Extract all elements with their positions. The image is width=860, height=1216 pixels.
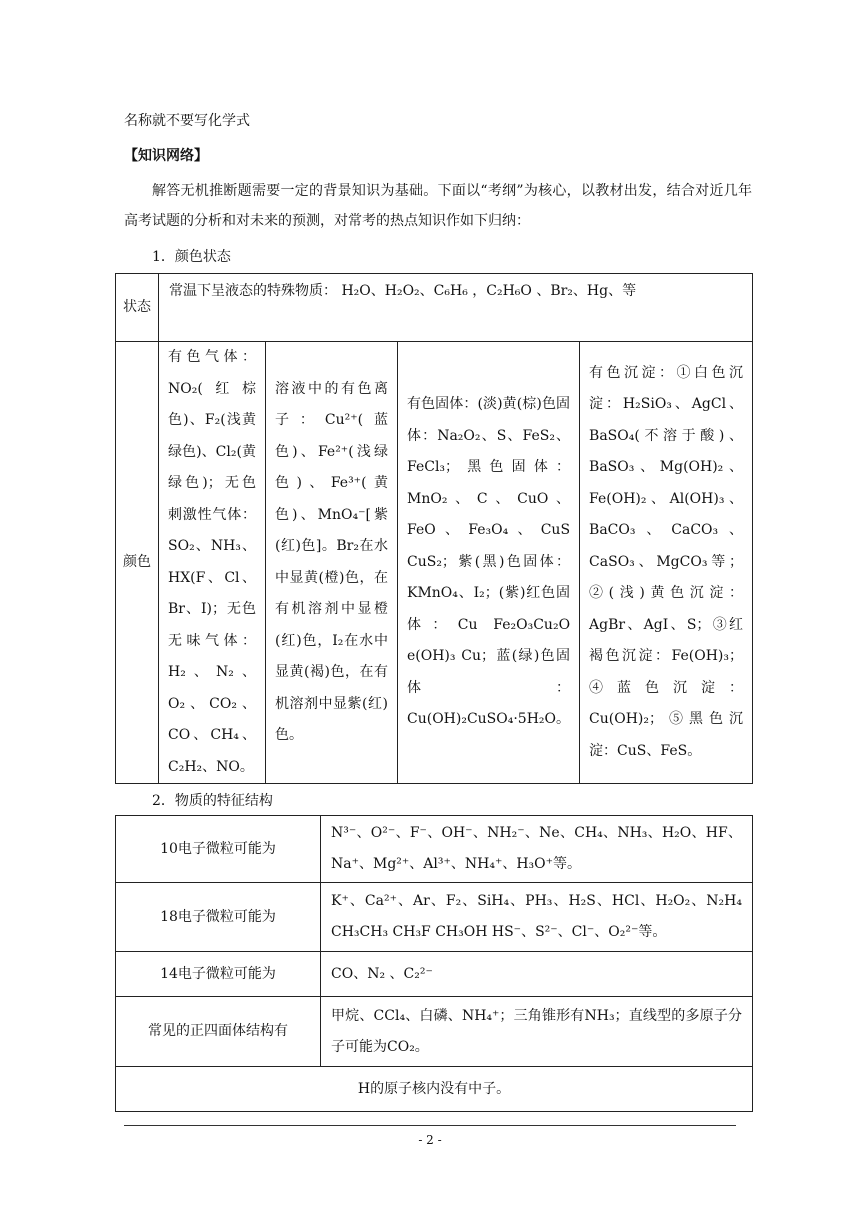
row-label: 18电子微粒可能为 — [116, 883, 321, 952]
intro-paragraph: 解答无机推断题需要一定的背景知识为基础。下面以“考纲”为核心，以教材出发，结合对近几年高考试题的分析和对未来的预测，对常考的热点知识作如下归纳： — [124, 183, 752, 229]
colored-ions-cell: 溶液中的有色离子：Cu²⁺(蓝色)、Fe²⁺(浅绿色)、Fe³⁺(黄色)、MnO₄⁻[紫(红)色]。Br₂在水中显黄(橙)色，在有机溶剂中显橙(红)色，I₂在水中显黄(褐)色，在有机溶剂中显紫(红)色。 — [266, 342, 398, 784]
colored-precipitates-cell: 有色沉淀：①白色沉淀：H₂SiO₃、AgCl、BaSO₄(不溶于酸)、BaSO₃、Mg(OH)₂、Fe(OH)₂、Al(OH)₃、BaCO₃、CaCO₃、CaSO₃、MgCO₃等；②(浅)黄色沉淀：AgBr、AgI、S；③红褐色沉淀：Fe(OH)₃；④蓝色沉淀：Cu(OH)₂；⑤黑色沉淀：CuS、FeS。 — [580, 342, 753, 784]
row-value: CO、N₂ 、C₂²⁻ — [321, 952, 753, 997]
row-value: K⁺、Ca²⁺、Ar、F₂、SiH₄、PH₃、H₂S、HCl、H₂O₂、N₂H₄ CH₃CH₃ CH₃F CH₃OH HS⁻、S²⁻、Cl⁻、O₂²⁻等。 — [321, 883, 753, 952]
color-state-table — [115, 273, 753, 784]
state-text: 常温下呈液态的特殊物质： H₂O、H₂O₂、C₆H₆ ，C₂H₆O 、Br₂、Hg、等 — [159, 274, 753, 342]
heading-color-state: 1．颜色状态 — [152, 249, 231, 265]
section-heading: 【知识网络】 — [124, 148, 208, 164]
heading-structure: 2．物质的特征结构 — [152, 793, 273, 809]
row-value: 甲烷、CCl₄、白磷、NH₄⁺；三角锥形有NH₃；直线型的多原子分子可能为CO₂。 — [321, 997, 753, 1067]
row-label: 10电子微粒可能为 — [116, 816, 321, 883]
intro-line: 名称就不要写化学式 — [124, 113, 250, 129]
page-number: - 2 - — [418, 1133, 442, 1147]
state-label: 状态 — [116, 274, 159, 342]
colored-gases-cell: 有色气体：NO₂(红棕色)、F₂(浅黄绿色)、Cl₂(黄绿色)；无色刺激性气体：SO₂、NH₃、HX(F、Cl、Br、I)；无色无味气体：H₂、N₂、O₂、CO₂、CO、CH₄、C₂H₂、NO。 — [159, 342, 266, 784]
color-label: 颜色 — [116, 342, 159, 784]
colored-solids-cell: 有色固体：(淡)黄(棕)色固体：Na₂O₂、S、FeS₂、FeCl₃；黑色固体：MnO₂、C、CuO、FeO、Fe₃O₄、CuS CuS₂；紫(黑)色固体：KMnO₄、I₂；(紫)红色固体：Cu Fe₂O₃Cu₂O e(OH)₃ Cu；蓝(绿)色固体：Cu(OH)₂CuSO₄·5H₂O。 — [398, 342, 580, 784]
footer-rule — [124, 1125, 736, 1126]
row-label: 常见的正四面体结构有 — [116, 997, 321, 1067]
structure-table — [115, 815, 753, 1112]
row-value: N³⁻、O²⁻、F⁻、OH⁻、NH₂⁻、Ne、CH₄、NH₃、H₂O、HF、Na⁺、Mg²⁺、Al³⁺、NH₄⁺、H₃O⁺等。 — [321, 816, 753, 883]
row-label: 14电子微粒可能为 — [116, 952, 321, 997]
last-row: H的原子核内没有中子。 — [116, 1067, 753, 1112]
